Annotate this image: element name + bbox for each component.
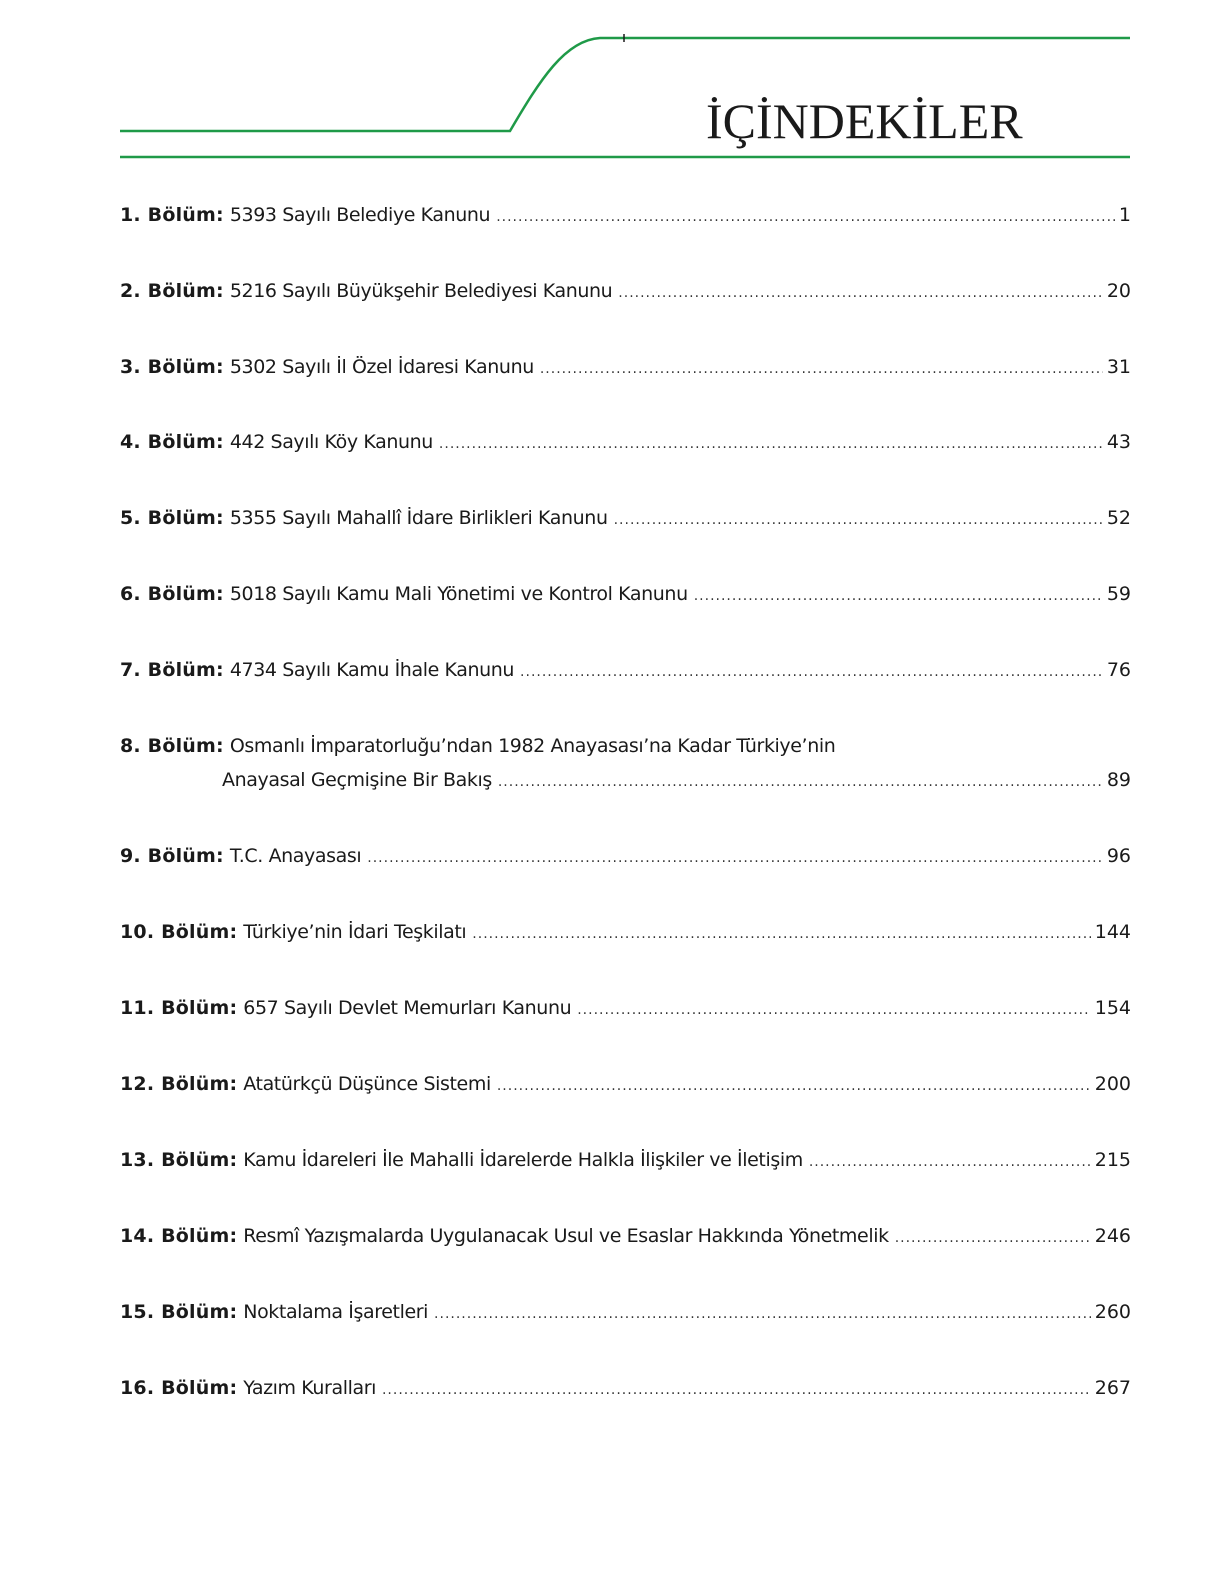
chapter-number: 15. Bölüm:: [120, 1301, 238, 1323]
dot-leader: [618, 277, 1103, 309]
dot-leader: [614, 504, 1103, 536]
chapter-title-continuation: Anayasal Geçmişine Bir Bakış: [222, 769, 492, 791]
toc-entry[interactable]: [120, 1068, 1131, 1108]
chapter-title: Atatürkçü Düşünce Sistemi: [243, 1073, 491, 1095]
page-number: 31: [1106, 356, 1131, 378]
page-number: 260: [1094, 1301, 1131, 1323]
dot-leader: [367, 842, 1103, 874]
chapter-number: 13. Bölüm:: [120, 1149, 238, 1171]
chapter-number: 14. Bölüm:: [120, 1225, 238, 1247]
chapter-title: Türkiye’nin İdari Teşkilatı: [243, 921, 467, 943]
chapter-number: 7. Bölüm:: [120, 659, 224, 681]
dot-leader: [472, 918, 1090, 950]
page-number: 215: [1094, 1149, 1131, 1171]
chapter-number: 10. Bölüm:: [120, 921, 238, 943]
page-title: İÇİNDEKİLER: [706, 93, 1023, 149]
chapter-number: 9. Bölüm:: [120, 845, 224, 867]
dot-leader: [694, 580, 1103, 612]
chapter-number: 4. Bölüm:: [120, 431, 224, 453]
dot-leader: [895, 1222, 1091, 1254]
toc-entry[interactable]: [120, 502, 1131, 542]
dot-leader: [809, 1146, 1091, 1178]
toc-entry[interactable]: [120, 351, 1131, 391]
chapter-title: Kamu İdareleri İle Mahalli İdarelerde Halkla İlişkiler ve İletişim: [243, 1149, 803, 1171]
chapter-title: 4734 Sayılı Kamu İhale Kanunu: [229, 659, 515, 681]
dot-leader: [577, 994, 1091, 1026]
dot-leader: [439, 428, 1103, 460]
chapter-title: Osmanlı İmparatorluğu’ndan 1982 Anayasası’na Kadar Türkiye’nin: [229, 735, 836, 757]
toc-entry[interactable]: [120, 199, 1131, 239]
toc-entry[interactable]: [120, 992, 1131, 1032]
chapter-number: 3. Bölüm:: [120, 356, 224, 378]
toc-entry[interactable]: [120, 840, 1131, 880]
chapter-title: 657 Sayılı Devlet Memurları Kanunu: [243, 997, 572, 1019]
dot-leader: [496, 201, 1115, 233]
chapter-title: Resmî Yazışmalarda Uygulanacak Usul ve Esaslar Hakkında Yönetmelik: [243, 1225, 889, 1247]
toc-entry[interactable]: [120, 275, 1131, 315]
chapter-title: 5018 Sayılı Kamu Mali Yönetimi ve Kontrol Kanunu: [229, 583, 688, 605]
dot-leader: [382, 1374, 1091, 1406]
dot-leader: [434, 1298, 1091, 1330]
toc-entry[interactable]: [120, 654, 1131, 694]
chapter-title: 5216 Sayılı Büyükşehir Belediyesi Kanunu: [229, 280, 613, 302]
chapter-title: 5302 Sayılı İl Özel İdaresi Kanunu: [229, 356, 534, 378]
chapter-number: 5. Bölüm:: [120, 507, 224, 529]
page-number: 154: [1094, 997, 1131, 1019]
header-decoration: [0, 0, 1230, 170]
chapter-number: 1. Bölüm:: [120, 204, 224, 226]
page-number: 76: [1106, 659, 1131, 681]
page-number: 52: [1106, 507, 1131, 529]
toc-entry[interactable]: [120, 1220, 1131, 1260]
dot-leader: [498, 766, 1103, 798]
page-number: 20: [1106, 280, 1131, 302]
chapter-title: Yazım Kuralları: [243, 1377, 376, 1399]
toc-entry[interactable]: [120, 916, 1131, 956]
toc-entry[interactable]: [120, 426, 1131, 466]
page-number: 89: [1106, 769, 1131, 791]
chapter-title: 5355 Sayılı Mahallî İdare Birlikleri Kanunu: [229, 507, 608, 529]
chapter-number: 12. Bölüm:: [120, 1073, 238, 1095]
toc-entry[interactable]: [120, 1296, 1131, 1336]
toc-entry[interactable]: [120, 1144, 1131, 1184]
chapter-title: 442 Sayılı Köy Kanunu: [229, 431, 433, 453]
chapter-number: 2. Bölüm:: [120, 280, 224, 302]
table-of-contents: [120, 199, 1131, 1412]
dot-leader: [520, 656, 1103, 688]
chapter-title: T.C. Anayasası: [229, 845, 362, 867]
chapter-title: Noktalama İşaretleri: [243, 1301, 429, 1323]
page-number: 200: [1094, 1073, 1131, 1095]
chapter-number: 11. Bölüm:: [120, 997, 238, 1019]
page-number: 246: [1094, 1225, 1131, 1247]
page-number: 1: [1118, 204, 1131, 226]
dot-leader: [540, 353, 1103, 385]
chapter-number: 8. Bölüm:: [120, 735, 224, 757]
page-number: 267: [1094, 1377, 1131, 1399]
toc-entry[interactable]: [120, 578, 1131, 618]
toc-entry[interactable]: [120, 1372, 1131, 1412]
page-number: 43: [1106, 431, 1131, 453]
chapter-title: 5393 Sayılı Belediye Kanunu: [229, 204, 491, 226]
page-number: 59: [1106, 583, 1131, 605]
chapter-number: 16. Bölüm:: [120, 1377, 238, 1399]
page-number: 144: [1094, 921, 1131, 943]
page-number: 96: [1106, 845, 1131, 867]
dot-leader: [497, 1070, 1091, 1102]
chapter-number: 6. Bölüm:: [120, 583, 224, 605]
toc-entry[interactable]: [120, 730, 1131, 810]
